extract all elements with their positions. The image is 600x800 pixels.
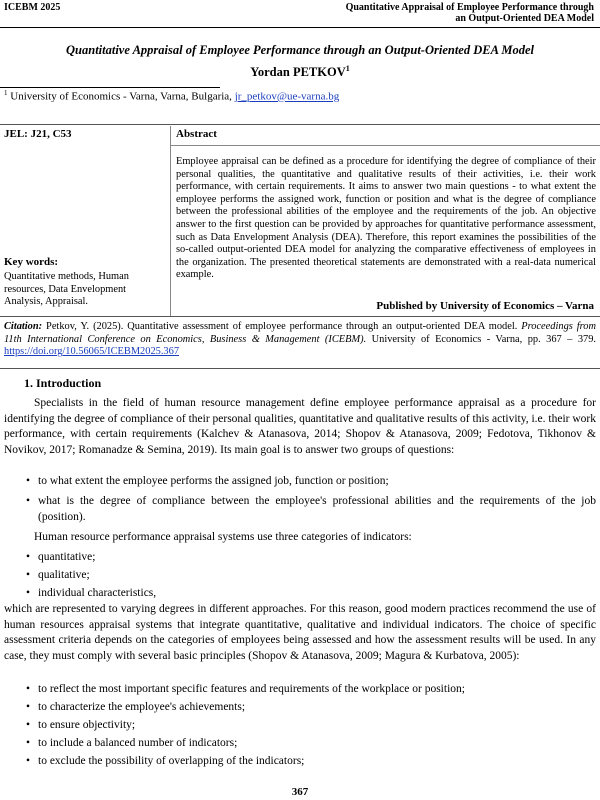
list-item: • to exclude the possibility of overlapping of the indicators; bbox=[26, 754, 596, 770]
page-number: 367 bbox=[291, 786, 309, 798]
section-heading-introduction: 1. Introduction bbox=[24, 376, 102, 390]
bullet-icon: • bbox=[26, 587, 31, 599]
publisher-line: Published by University of Economics – Varna bbox=[376, 300, 594, 312]
running-header-right-line1: Quantitative Appraisal of Employee Performance through bbox=[345, 2, 594, 13]
citation-text-2: University of Economics - Varna, pp. 367 – 379. bbox=[366, 333, 597, 345]
bullet-icon: • bbox=[26, 755, 31, 767]
citation-label: Citation: bbox=[4, 321, 43, 332]
bullet-icon: • bbox=[26, 701, 31, 713]
list-item: • individual characteristics, bbox=[26, 586, 596, 602]
citation-doi-link[interactable]: https://doi.org/10.56065/ICEBM2025.367 bbox=[4, 346, 180, 358]
list-item: • to what extent the employee performs the assigned job, function or position; bbox=[26, 474, 596, 490]
abstract-top-rule bbox=[0, 124, 600, 125]
bullet-icon: • bbox=[26, 683, 31, 695]
author-line bbox=[0, 64, 600, 80]
bullet-icon: • bbox=[26, 737, 31, 749]
bullet-icon: • bbox=[26, 495, 31, 507]
list-item: • what is the degree of compliance between the employee's professional abilities and the requirements of the job (position). bbox=[26, 495, 596, 523]
affiliation bbox=[4, 89, 339, 103]
list-item: • qualitative; bbox=[26, 568, 596, 584]
intro-paragraph-1: Specialists in the field of human resource management define employee performance appraisal as a procedure for identifying the degree of compliance of their personal qualities, quantitative and qualitative results of this activity, i.e. their work performance, with certain requirements (Kalchev & Atanasova, 2014; Shopov & Atanasova, 2009; Fedotova, Tikhonov & Novikov, 2017; Romanadze & Semina, 2019). Its main goal is to answer two groups of questions: bbox=[4, 397, 596, 456]
abstract-bottom-rule bbox=[0, 316, 600, 317]
list-item: • quantitative; bbox=[26, 550, 596, 566]
affiliation-superscript: 1 bbox=[4, 89, 8, 97]
bullet-icon: • bbox=[26, 551, 31, 563]
abstract-heading: Abstract bbox=[176, 128, 217, 140]
jel-codes: JEL: J21, C53 bbox=[4, 128, 72, 140]
affiliation-text: University of Economics - Varna, Varna, Bulgaria, bbox=[10, 90, 235, 103]
paper-title: Quantitative Appraisal of Employee Performance through an Output-Oriented DEA Model bbox=[66, 43, 534, 57]
running-header-right bbox=[294, 2, 594, 24]
list-item: • to ensure objectivity; bbox=[26, 718, 596, 734]
bullet-icon: • bbox=[26, 569, 31, 581]
list-item: • to include a balanced number of indicators; bbox=[26, 736, 596, 752]
author-email-link[interactable]: jr_petkov@ue-varna.bg bbox=[234, 90, 340, 103]
author-superscript: 1 bbox=[345, 64, 350, 73]
affiliation-rule bbox=[0, 87, 220, 88]
author-name: Yordan PETKOV bbox=[250, 65, 346, 80]
running-header-right-line2: an Output-Oriented DEA Model bbox=[455, 13, 594, 24]
keywords-heading: Key words: bbox=[4, 256, 59, 268]
running-header-left: ICEBM 2025 bbox=[4, 2, 61, 13]
bullet-icon: • bbox=[26, 475, 31, 487]
list-item: • to reflect the most important specific features and requirements of the workplace or position; bbox=[26, 682, 596, 698]
abstract-column-rule bbox=[170, 126, 171, 316]
intro-paragraph-3: which are represented to varying degrees in different approaches. For this reason, good modern practices recommend the use of human resources appraisal systems that integrate quantitative, qualitative and individual indicators. The choice of specific assessment criteria depends on the categories of employees being assessed and how the assessment results will be used. In any case, they must comply with several basic principles (Shopov & Atanasova, 2009; Magura & Kurbatova, 2005): bbox=[4, 603, 596, 662]
intro-paragraph-2: Human resource performance appraisal systems use three categories of indicators: bbox=[34, 531, 412, 543]
abstract-heading-rule bbox=[170, 145, 600, 146]
abstract-body: Employee appraisal can be defined as a procedure for identifying the degree of compliance of their personal qualities, the quantitative and qualitative results of their activities, i.e. their work performance, with certain requirements. It aims to answer two main questions - to what extent the employee performs the assigned work, function or position and what is the degree of compliance between the professional abilities of the employee and the requirements of the job. An objective answer to the first question can be provided by approaches for quantitative performance assessment, such as Data Envelopment Analysis (DEA). Therefore, this report examines the possibilities of the so-called output-oriented DEA model for analyzing the comparative effectiveness of employees in the organization. The presented theoretical statements are demonstrated with a real-data numerical example. bbox=[176, 156, 596, 281]
keywords-body: Quantitative methods, Human resources, Data Envelopment Analysis, Appraisal. bbox=[4, 271, 129, 308]
citation-bottom-rule bbox=[0, 368, 600, 369]
citation bbox=[4, 321, 596, 359]
header-rule bbox=[0, 27, 600, 28]
list-item: • to characterize the employee's achievements; bbox=[26, 700, 596, 716]
citation-proceedings: Proceedings from 11th International Conference on Economics, Business & Management (ICEBM). bbox=[4, 321, 596, 345]
bullet-icon: • bbox=[26, 719, 31, 731]
citation-text-1: Petkov, Y. (2025). Quantitative assessment of employee performance through an output-oriented DEA model. bbox=[42, 321, 522, 332]
